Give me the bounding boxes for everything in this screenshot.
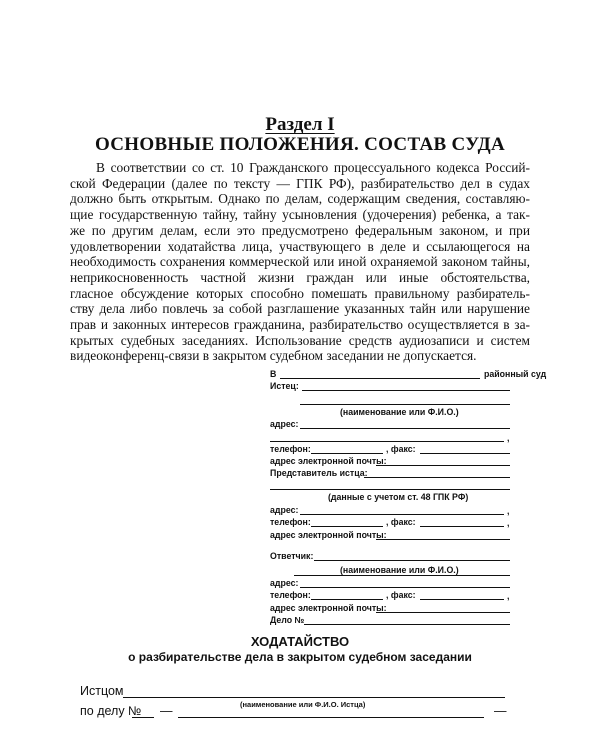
plaintiff-phone-label: телефон: — [270, 444, 311, 454]
paragraph-line: неприкосновенность частной жизни граждан или иные обстоятельства, — [70, 269, 530, 285]
petition-subtitle: о разбирательстве дела в закрытом судебном заседании — [128, 650, 472, 664]
paragraph-line: ской Федерации (далее по тексту — ГПК РФ), разбирательство дел в судах — [70, 175, 530, 191]
defendant-email-label: адрес электронной почты: — [270, 603, 387, 613]
representative-address-label: адрес: — [270, 505, 299, 515]
plaintiff-field-2[interactable] — [300, 404, 510, 405]
petition-case-number-field[interactable] — [132, 717, 154, 718]
defendant-label: Ответчик: — [270, 551, 314, 561]
paragraph-line: гласное обсуждение которых способно помешать правильному разбиратель- — [70, 285, 530, 301]
paragraph-line: ству дела либо повлечь за собой разглашение указанных тайн или нарушение — [70, 301, 530, 317]
paragraph-line: В соответствии со ст. 10 Гражданского процессуального кодекса Россий- — [96, 160, 530, 175]
court-suffix-label: районный суд — [484, 369, 547, 379]
case-number-label: Дело № — [270, 615, 305, 625]
case-number-field[interactable] — [304, 624, 510, 625]
paragraph-line: щие государственную тайну, тайну усыновления (удочерения) ребенка, а так- — [70, 207, 530, 223]
plaintiff-caption: (наименование или Ф.И.О.) — [340, 407, 459, 417]
petitioner-caption: (наименование или Ф.И.О. Истца) — [240, 700, 366, 709]
representative-caption: (данные с учетом ст. 48 ГПК РФ) — [328, 492, 469, 502]
plaintiff-address-label: адрес: — [270, 419, 299, 429]
representative-address-field[interactable] — [300, 514, 504, 515]
court-prefix-label: В — [270, 369, 277, 379]
court-name-field[interactable] — [280, 378, 480, 379]
paragraph-line: же по другим делам, если это предусмотрено федеральным законом, и при — [70, 222, 530, 238]
plaintiff-address-comma: , — [507, 433, 510, 443]
plaintiff-address-field[interactable] — [300, 428, 510, 429]
petition-case-dash: — — [160, 704, 173, 718]
paragraph-line: видеоконференц-связи в закрытом судебном заседании не допускается. — [70, 348, 477, 364]
defendant-field[interactable] — [314, 560, 510, 561]
plaintiff-fax-label: , факс: — [386, 444, 416, 454]
paragraph-line: необходимость сохранения коммерческой или иной охраняемой законом тайны, — [70, 254, 530, 270]
representative-email-field[interactable] — [376, 539, 510, 540]
petitioner-label: Истцом — [80, 684, 124, 698]
representative-label: Представитель истца: — [270, 468, 368, 478]
petition-title: ХОДАТАЙСТВО — [250, 634, 350, 649]
defendant-caption: (наименование или Ф.И.О.) — [340, 565, 459, 575]
paragraph-line: должно быть открытым. Однако по делам, содержащим сведения, составляю- — [70, 191, 530, 207]
defendant-email-field[interactable] — [376, 612, 510, 613]
plaintiff-email-label: адрес электронной почты: — [270, 456, 387, 466]
petitioner-field[interactable] — [123, 697, 505, 698]
defendant-fax-field[interactable] — [420, 599, 504, 600]
representative-fax-comma: , — [507, 518, 510, 528]
paragraph-line: удовлетворении ходатайства лица, участвующего в деле и ссылающегося на — [70, 238, 530, 254]
petition-case-label: по делу № — [80, 704, 142, 718]
defendant-field-2[interactable] — [294, 575, 510, 576]
representative-fax-label: , факс: — [386, 517, 416, 527]
defendant-fax-label: , факс: — [386, 590, 416, 600]
defendant-address-label: адрес: — [270, 578, 299, 588]
plaintiff-phone-field[interactable] — [311, 453, 383, 454]
plaintiff-email-field[interactable] — [376, 465, 510, 466]
section-subtitle: ОСНОВНЫЕ ПОЛОЖЕНИЯ. СОСТАВ СУДА — [94, 134, 506, 155]
representative-fax-field[interactable] — [420, 526, 504, 527]
plaintiff-fax-field[interactable] — [420, 453, 510, 454]
representative-field[interactable] — [364, 477, 510, 478]
petition-case-details-field[interactable] — [178, 717, 484, 718]
representative-field-2[interactable] — [270, 489, 510, 490]
representative-email-label: адрес электронной почты: — [270, 530, 387, 540]
section-title: Раздел I — [265, 114, 335, 135]
paragraph-line: крытых судебных заседаниях. Использование средств аудиозаписи и систем — [70, 332, 530, 348]
plaintiff-field[interactable] — [302, 390, 510, 391]
defendant-fax-comma: , — [507, 591, 510, 601]
intro-paragraph — [70, 160, 530, 364]
defendant-address-field[interactable] — [300, 587, 510, 588]
defendant-phone-field[interactable] — [311, 599, 383, 600]
paragraph-line: прав и законных интересов гражданина, разбирательство осуществляется в за- — [70, 317, 530, 333]
representative-address-comma: , — [507, 506, 510, 516]
representative-phone-field[interactable] — [311, 526, 383, 527]
representative-phone-label: телефон: — [270, 517, 311, 527]
plaintiff-label: Истец: — [270, 381, 299, 391]
petition-case-dash-end: — — [494, 704, 507, 718]
defendant-phone-label: телефон: — [270, 590, 311, 600]
plaintiff-address-field-2[interactable] — [270, 441, 504, 442]
